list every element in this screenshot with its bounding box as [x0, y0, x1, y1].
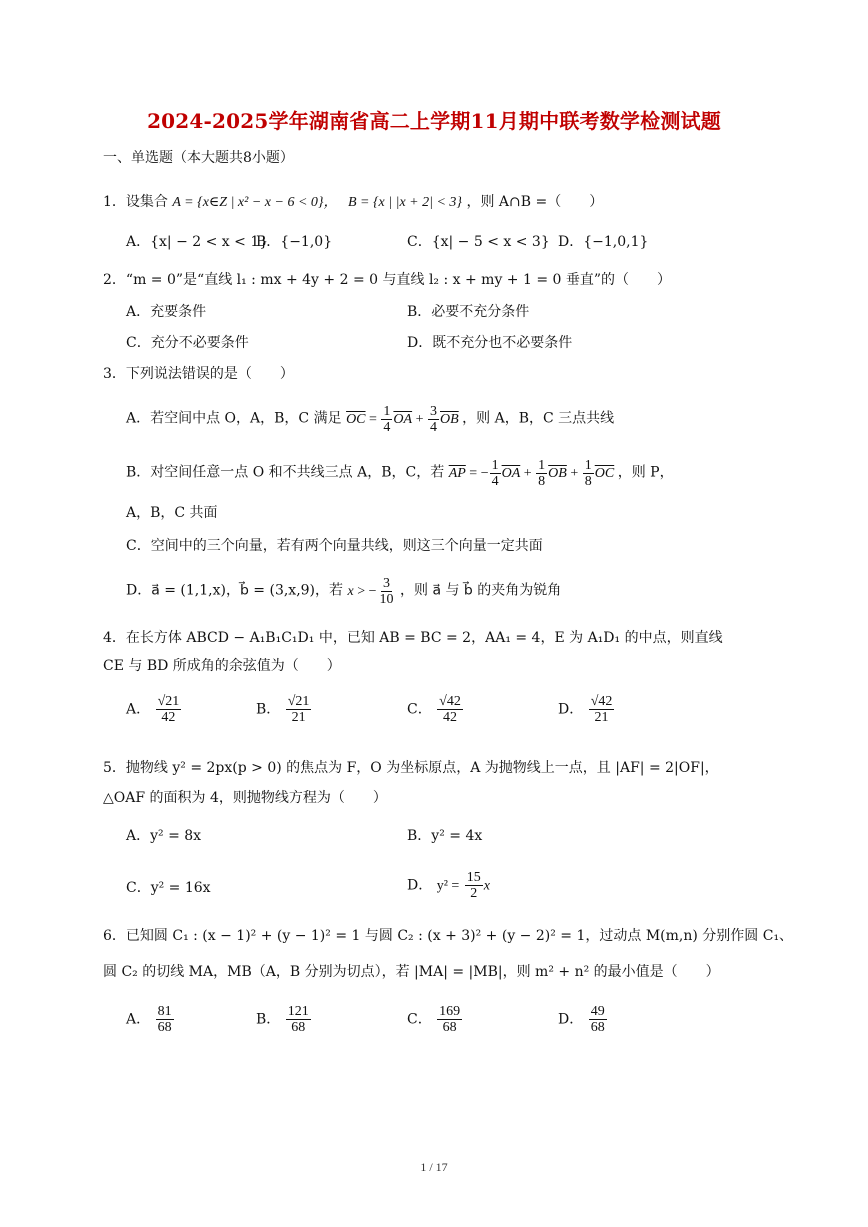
q5-option-d-den: 2 — [470, 886, 478, 901]
q3-option-d-condition: x > − $\frac{3}{10}$ — [347, 576, 394, 607]
q4-option-b — [256, 694, 312, 725]
q4-option-a-label: A． — [126, 701, 151, 718]
q4-option-c — [407, 694, 464, 725]
q6-option-b-den: 68 — [291, 1020, 306, 1035]
question-2-stem: 2．“m = 0”是“直线 l₁ : mx + 4y + 2 = 0 与直线 l₂ : x + my + 1 = 0 垂直”的（ ） — [103, 272, 672, 288]
q4-option-a-num: √21 — [157, 694, 180, 709]
q3-option-d-pre: D．a⃗ = (1,1,x)，b⃗ = (3,x,9)，若 — [126, 582, 344, 599]
q6-option-c — [407, 1004, 463, 1035]
q2-option-c: C．充分不必要条件 — [126, 335, 249, 351]
q4-option-b-num: √21 — [287, 694, 310, 709]
q4-option-c-den: 42 — [443, 710, 458, 725]
question-6-stem-line2: 圆 C₂ 的切线 MA，MB（A，B 分别为切点），若 |MA| = |MB|，则 m² + n² 的最小值是（ ） — [103, 964, 720, 980]
q4-option-b-den: 21 — [291, 710, 306, 725]
q1-tail: ，则 A∩B =（ ） — [466, 194, 604, 210]
question-5-stem-line2: △OAF 的面积为 4，则抛物线方程为（ ） — [103, 790, 387, 806]
q6-option-d-label: D． — [558, 1011, 584, 1028]
q6-option-b-label: B． — [256, 1011, 281, 1028]
q6-option-b — [256, 1004, 312, 1035]
q3-option-c: C．空间中的三个向量，若有两个向量共线，则这三个向量一定共面 — [126, 538, 543, 554]
q4-option-b-label: B． — [256, 701, 281, 718]
q4-option-a — [126, 694, 182, 725]
q6-option-d-num: 49 — [590, 1004, 605, 1019]
q3-option-a-equation: $\overline{OC}$ = $\frac{1}{4}$ $\overline{OA}$ + $\frac{3}{4}$ $\overline{OB}$ — [346, 404, 459, 435]
q5-option-d-lhs: y² = — [436, 878, 460, 894]
q6-option-a-label: A． — [126, 1011, 151, 1028]
section-heading: 一、单选题（本大题共8小题） — [103, 150, 294, 166]
q2-option-a: A．充要条件 — [126, 304, 207, 320]
q3-option-a-pre: A．若空间中点 O，A，B，C 满足 — [126, 410, 342, 427]
q4-option-a-den: 42 — [161, 710, 176, 725]
q1-set-a: A = {x∈Z | x² − x − 6 < 0}， — [172, 195, 338, 210]
question-1-stem — [103, 192, 808, 213]
q5-option-b: B．y² = 4x — [407, 828, 483, 844]
q1-option-c: C．{x| − 5 < x < 3} — [407, 234, 550, 250]
q6-option-a-den: 68 — [157, 1020, 172, 1035]
q1-option-a: A．{x| − 2 < x < 1} — [126, 234, 269, 250]
q6-option-c-num: 169 — [439, 1004, 461, 1019]
q3-option-d — [126, 576, 561, 607]
q1-set-b: B = {x | |x + 2| < 3} — [347, 195, 463, 210]
q5-option-d-num: 15 — [466, 870, 481, 885]
q3-option-a — [126, 404, 614, 435]
q2-option-d: D．既不充分也不必要条件 — [407, 335, 573, 351]
q4-option-d-label: D． — [558, 701, 584, 718]
q6-option-b-num: 121 — [287, 1004, 309, 1019]
q6-option-a — [126, 1004, 175, 1035]
q1-option-b: B．{−1,0} — [256, 234, 333, 250]
question-4-stem-line2: CE 与 BD 所成角的余弦值为（ ） — [103, 658, 341, 674]
q5-option-d-label: D． — [407, 877, 433, 894]
q4-option-c-label: C． — [407, 701, 432, 718]
q3-option-b-equation: $\overline{AP}$ = − $\frac{1}{4}$ $\overline{OA}$ + $\frac{1}{8}$ $\overline{OB}$ + $\frac{1}{8}$ $\overline{OC}$ — [448, 458, 615, 489]
q6-option-c-label: C． — [407, 1011, 432, 1028]
q3-option-b-pre: B．对空间任意一点 O 和不共线三点 A，B，C，若 — [126, 464, 445, 481]
q6-option-c-den: 68 — [442, 1020, 457, 1035]
q6-option-d-den: 68 — [590, 1020, 605, 1035]
q4-option-d — [558, 694, 615, 725]
q6-option-d — [558, 1004, 608, 1035]
q5-option-a: A．y² = 8x — [126, 828, 202, 844]
question-5-stem: 5．抛物线 y² = 2px(p > 0) 的焦点为 F，O 为坐标原点，A 为抛物线上一点，且 |AF| = 2|OF|， — [103, 760, 719, 776]
q4-option-c-num: √42 — [439, 694, 461, 709]
page-number: 1 / 17 — [420, 1160, 448, 1174]
q3-option-d-post: ，则 a⃗ 与 b⃗ 的夹角为锐角 — [400, 582, 562, 599]
q4-option-d-num: √42 — [590, 694, 613, 709]
q5-option-c: C．y² = 16x — [126, 880, 211, 896]
question-3-stem: 3．下列说法错误的是（ ） — [103, 366, 294, 382]
question-6-stem: 6．已知圆 C₁ : (x − 1)² + (y − 1)² = 1 与圆 C₂ : (x + 3)² + (y − 2)² = 1，过动点 M(m,n) 分别作圆 C₁、 — [103, 928, 794, 944]
question-4-stem: 4．在长方体 ABCD − A₁B₁C₁D₁ 中，已知 AB = BC = 2，AA₁ = 4，E 为 A₁D₁ 的中点，则直线 — [103, 630, 723, 646]
q3-option-a-post: ，则 A，B，C 三点共线 — [462, 410, 615, 427]
q3-option-b-post: ，则 P， — [617, 464, 674, 481]
q1-label: 1．设集合 — [103, 194, 168, 210]
q5-option-d-var: x — [483, 878, 490, 894]
q4-option-d-den: 21 — [594, 710, 609, 725]
q5-option-d — [407, 870, 490, 901]
q6-option-a-num: 81 — [157, 1004, 172, 1019]
page-title: 2024-2025学年湖南省高二上学期11月期中联考数学检测试题 — [147, 109, 721, 133]
q2-option-b: B．必要不充分条件 — [407, 304, 530, 320]
q3-option-b-line2: A，B，C 共面 — [126, 505, 218, 521]
q1-option-d: D．{−1,0,1} — [558, 234, 649, 250]
q3-option-b — [126, 458, 674, 489]
